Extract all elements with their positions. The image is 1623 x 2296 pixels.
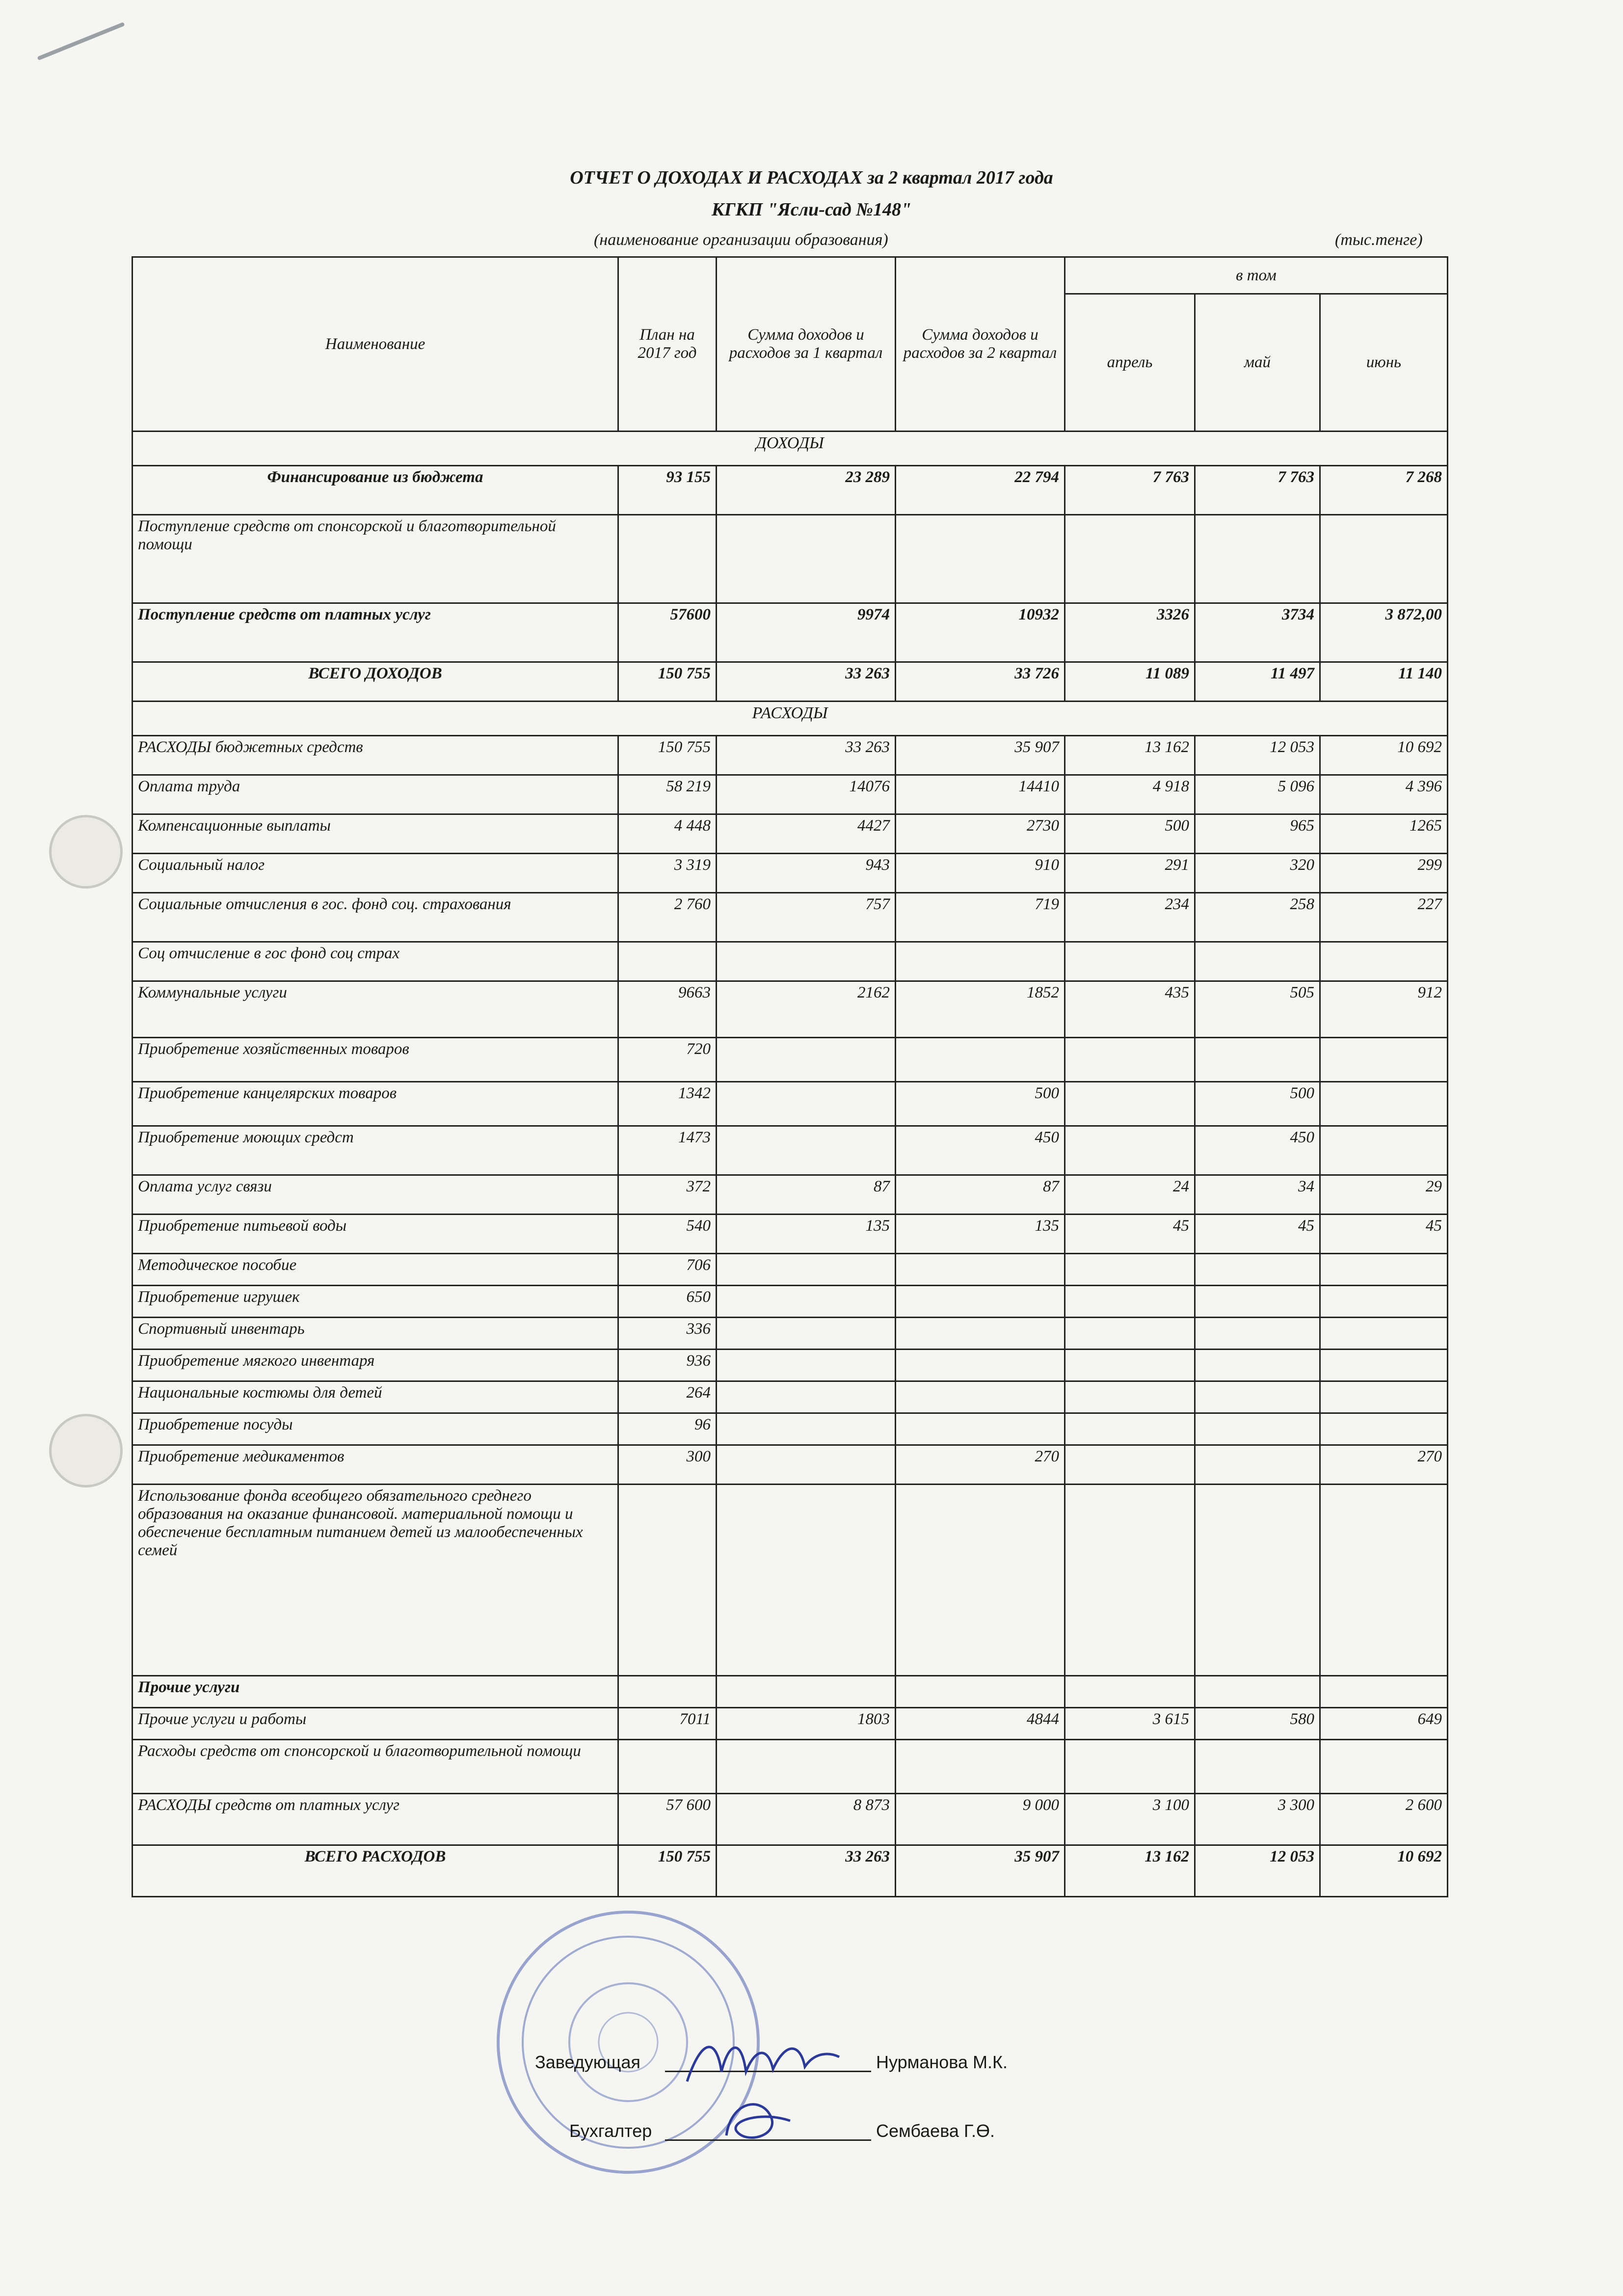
cell-may: 3 300	[1195, 1794, 1320, 1845]
row-label: Коммунальные услуги	[133, 981, 618, 1038]
col-header-q1: Сумма доходов и расходов за 1 квартал	[717, 257, 896, 432]
row-label: Оплата услуг связи	[133, 1175, 618, 1215]
cell-plan	[618, 1740, 717, 1794]
row-label: Приобретение хозяйственных товаров	[133, 1038, 618, 1082]
row-label: РАСХОДЫ бюджетных средств	[133, 736, 618, 775]
cell-jun: 45	[1320, 1215, 1448, 1254]
accountant-name: Сембаева Г.Ө.	[876, 2121, 995, 2141]
cell-q1	[717, 1676, 896, 1708]
cell-jun	[1320, 1038, 1448, 1082]
row-label: Приобретение посуды	[133, 1413, 618, 1445]
cell-may	[1195, 1038, 1320, 1082]
cell-q2: 135	[896, 1215, 1065, 1254]
cell-plan: 9663	[618, 981, 717, 1038]
row-label: Финансирование из бюджета	[133, 466, 618, 515]
row-label: Поступление средств от платных услуг	[133, 603, 618, 662]
section-expense: РАСХОДЫ	[133, 702, 1448, 736]
cell-plan: 372	[618, 1175, 717, 1215]
row-label: Приобретение медикаментов	[133, 1445, 618, 1485]
cell-jun: 4 396	[1320, 775, 1448, 814]
cell-jun	[1320, 1318, 1448, 1350]
row-label: Социальные отчисления в гос. фонд соц. страхования	[133, 893, 618, 942]
cell-plan: 706	[618, 1254, 717, 1286]
cell-apr	[1065, 1038, 1195, 1082]
cell-q2: 910	[896, 854, 1065, 893]
cell-jun: 299	[1320, 854, 1448, 893]
cell-apr: 13 162	[1065, 736, 1195, 775]
cell-q2	[896, 1413, 1065, 1445]
cell-q1	[717, 1126, 896, 1175]
col-header-may: май	[1195, 294, 1320, 432]
table-row	[133, 1740, 1448, 1794]
punch-hole-bottom	[49, 1414, 123, 1487]
cell-may: 258	[1195, 893, 1320, 942]
accountant-role: Бухгалтер	[569, 2121, 652, 2141]
cell-may	[1195, 1286, 1320, 1318]
table-row	[133, 1082, 1448, 1126]
row-label: Приобретение моющих средст	[133, 1126, 618, 1175]
cell-may: 12 053	[1195, 1845, 1320, 1897]
cell-q1: 1803	[717, 1708, 896, 1740]
row-label: Компенсационные выплаты	[133, 814, 618, 854]
cell-apr: 3 615	[1065, 1708, 1195, 1740]
cell-q1	[717, 1318, 896, 1350]
cell-apr	[1065, 1126, 1195, 1175]
cell-plan	[618, 942, 717, 981]
table-row	[133, 603, 1448, 662]
table-row	[133, 1676, 1448, 1708]
cell-q2: 1852	[896, 981, 1065, 1038]
cell-q2: 10932	[896, 603, 1065, 662]
row-label: Социальный налог	[133, 854, 618, 893]
cell-apr	[1065, 515, 1195, 603]
cell-plan: 720	[618, 1038, 717, 1082]
col-header-june: июнь	[1320, 294, 1448, 432]
cell-jun	[1320, 1381, 1448, 1413]
cell-plan: 936	[618, 1350, 717, 1381]
row-label: Приобретение канцелярских товаров	[133, 1082, 618, 1126]
cell-q2	[896, 1740, 1065, 1794]
director-name: Нурманова М.К.	[876, 2052, 1008, 2072]
cell-may: 320	[1195, 854, 1320, 893]
table-row	[133, 1794, 1448, 1845]
table-row	[133, 736, 1448, 775]
cell-q1: 135	[717, 1215, 896, 1254]
cell-q1: 87	[717, 1175, 896, 1215]
cell-jun: 1265	[1320, 814, 1448, 854]
table-row	[133, 1215, 1448, 1254]
cell-may: 7 763	[1195, 466, 1320, 515]
income-expense-table	[132, 256, 1448, 1897]
cell-may: 450	[1195, 1126, 1320, 1175]
cell-plan: 150 755	[618, 1845, 717, 1897]
row-label: Приобретение питьевой воды	[133, 1215, 618, 1254]
row-label: Приобретение мягкого инвентаря	[133, 1350, 618, 1381]
row-label: Приобретение игрушек	[133, 1286, 618, 1318]
row-label: Национальные костюмы для детей	[133, 1381, 618, 1413]
cell-plan: 540	[618, 1215, 717, 1254]
col-header-q2: Сумма доходов и расходов за 2 квартал	[896, 257, 1065, 432]
cell-apr: 7 763	[1065, 466, 1195, 515]
cell-plan: 336	[618, 1318, 717, 1350]
col-header-name: Наименование	[133, 257, 618, 432]
cell-q2	[896, 1318, 1065, 1350]
table-row	[133, 1413, 1448, 1445]
cell-q1: 757	[717, 893, 896, 942]
table-row	[133, 662, 1448, 702]
cell-may	[1195, 1485, 1320, 1676]
row-label: Соц отчисление в гос фонд соц страх	[133, 942, 618, 981]
cell-plan: 93 155	[618, 466, 717, 515]
cell-q1	[717, 1254, 896, 1286]
cell-apr: 45	[1065, 1215, 1195, 1254]
cell-may: 45	[1195, 1215, 1320, 1254]
cell-apr	[1065, 1082, 1195, 1126]
cell-q1	[717, 1381, 896, 1413]
row-label: Методическое пособие	[133, 1254, 618, 1286]
cell-q1	[717, 1038, 896, 1082]
cell-plan: 4 448	[618, 814, 717, 854]
cell-may	[1195, 1413, 1320, 1445]
cell-apr: 435	[1065, 981, 1195, 1038]
cell-q2: 35 907	[896, 736, 1065, 775]
cell-apr: 24	[1065, 1175, 1195, 1215]
table-row	[133, 893, 1448, 942]
row-label: Поступление средств от спонсорской и благотворительной помощи	[133, 515, 618, 603]
cell-apr: 3326	[1065, 603, 1195, 662]
col-header-including: в том	[1065, 257, 1448, 294]
table-row	[133, 1845, 1448, 1897]
table-row	[133, 515, 1448, 603]
cell-jun: 912	[1320, 981, 1448, 1038]
cell-may	[1195, 1254, 1320, 1286]
cell-q2	[896, 1254, 1065, 1286]
cell-may: 580	[1195, 1708, 1320, 1740]
cell-plan: 1473	[618, 1126, 717, 1175]
cell-apr	[1065, 1381, 1195, 1413]
cell-jun	[1320, 1254, 1448, 1286]
cell-plan: 58 219	[618, 775, 717, 814]
cell-plan: 7011	[618, 1708, 717, 1740]
cell-plan: 300	[618, 1445, 717, 1485]
table-row	[133, 466, 1448, 515]
row-label: Расходы средств от спонсорской и благотворительной помощи	[133, 1740, 618, 1794]
punch-hole-top	[49, 815, 123, 889]
col-header-plan: План на 2017 год	[618, 257, 717, 432]
cell-q1	[717, 1082, 896, 1126]
row-label: РАСХОДЫ средств от платных услуг	[133, 1794, 618, 1845]
cell-jun	[1320, 1126, 1448, 1175]
cell-q2: 719	[896, 893, 1065, 942]
table-row	[133, 1485, 1448, 1676]
cell-may: 12 053	[1195, 736, 1320, 775]
cell-q1: 14076	[717, 775, 896, 814]
cell-may: 505	[1195, 981, 1320, 1038]
table-row	[133, 1381, 1448, 1413]
cell-q2: 87	[896, 1175, 1065, 1215]
cell-may	[1195, 1740, 1320, 1794]
cell-jun	[1320, 1082, 1448, 1126]
cell-apr: 500	[1065, 814, 1195, 854]
cell-q2	[896, 1485, 1065, 1676]
cell-q1	[717, 942, 896, 981]
row-label: Прочие услуги и работы	[133, 1708, 618, 1740]
cell-q2: 4844	[896, 1708, 1065, 1740]
row-label: ВСЕГО ДОХОДОВ	[133, 662, 618, 702]
staple	[37, 22, 125, 61]
organization-name: КГКП "Ясли-сад №148"	[711, 199, 912, 220]
cell-q1	[717, 1740, 896, 1794]
cell-q2: 22 794	[896, 466, 1065, 515]
cell-q2: 33 726	[896, 662, 1065, 702]
row-label: Использование фонда всеобщего обязательного среднего образования на оказание финансовой. материальной помощи и обеспечение бесплатным питанием детей из малообеспеченных семей	[133, 1485, 618, 1676]
cell-q1: 4427	[717, 814, 896, 854]
cell-jun	[1320, 1740, 1448, 1794]
cell-q1: 2162	[717, 981, 896, 1038]
cell-q2: 35 907	[896, 1845, 1065, 1897]
cell-may	[1195, 942, 1320, 981]
row-label: Прочие услуги	[133, 1676, 618, 1708]
cell-plan: 57600	[618, 603, 717, 662]
cell-q2	[896, 1381, 1065, 1413]
cell-jun: 10 692	[1320, 736, 1448, 775]
table-row	[133, 981, 1448, 1038]
cell-q1: 33 263	[717, 736, 896, 775]
cell-q2	[896, 515, 1065, 603]
cell-plan: 57 600	[618, 1794, 717, 1845]
cell-may: 34	[1195, 1175, 1320, 1215]
cell-q2: 2730	[896, 814, 1065, 854]
cell-plan: 264	[618, 1381, 717, 1413]
table-row	[133, 1126, 1448, 1175]
units-label: (тыс.тенге)	[1335, 231, 1423, 249]
cell-jun: 649	[1320, 1708, 1448, 1740]
cell-q2: 9 000	[896, 1794, 1065, 1845]
cell-q1: 23 289	[717, 466, 896, 515]
table-row	[133, 1708, 1448, 1740]
cell-apr	[1065, 1485, 1195, 1676]
cell-apr: 291	[1065, 854, 1195, 893]
cell-plan: 96	[618, 1413, 717, 1445]
cell-jun	[1320, 1485, 1448, 1676]
table-row	[133, 1445, 1448, 1485]
cell-plan: 2 760	[618, 893, 717, 942]
cell-may: 3734	[1195, 603, 1320, 662]
cell-q1: 9974	[717, 603, 896, 662]
director-signature	[682, 2027, 844, 2096]
cell-plan	[618, 1676, 717, 1708]
organization-caption: (наименование организации образования)	[594, 231, 888, 249]
table-row	[133, 942, 1448, 981]
cell-jun: 29	[1320, 1175, 1448, 1215]
cell-jun	[1320, 1286, 1448, 1318]
cell-apr: 3 100	[1065, 1794, 1195, 1845]
report-title: ОТЧЕТ О ДОХОДАХ И РАСХОДАХ за 2 квартал 2017 года	[570, 167, 1053, 188]
cell-q2	[896, 1350, 1065, 1381]
cell-may	[1195, 1676, 1320, 1708]
cell-may: 500	[1195, 1082, 1320, 1126]
cell-plan: 150 755	[618, 736, 717, 775]
cell-q2	[896, 1676, 1065, 1708]
cell-jun	[1320, 1350, 1448, 1381]
cell-plan	[618, 1485, 717, 1676]
cell-may	[1195, 1350, 1320, 1381]
cell-jun	[1320, 942, 1448, 981]
table-row	[133, 775, 1448, 814]
cell-q1	[717, 515, 896, 603]
table-row	[133, 854, 1448, 893]
cell-apr: 11 089	[1065, 662, 1195, 702]
cell-jun: 2 600	[1320, 1794, 1448, 1845]
cell-q2: 500	[896, 1082, 1065, 1126]
table-row	[133, 1254, 1448, 1286]
table-row	[133, 1318, 1448, 1350]
cell-q1: 8 873	[717, 1794, 896, 1845]
cell-jun: 3 872,00	[1320, 603, 1448, 662]
cell-plan: 650	[618, 1286, 717, 1318]
row-label: Спортивный инвентарь	[133, 1318, 618, 1350]
row-label: ВСЕГО РАСХОДОВ	[133, 1845, 618, 1897]
cell-may: 5 096	[1195, 775, 1320, 814]
cell-plan: 150 755	[618, 662, 717, 702]
col-header-april: апрель	[1065, 294, 1195, 432]
cell-may: 965	[1195, 814, 1320, 854]
cell-apr	[1065, 1445, 1195, 1485]
table-row	[133, 1175, 1448, 1215]
cell-q2	[896, 942, 1065, 981]
cell-apr: 13 162	[1065, 1845, 1195, 1897]
accountant-signature	[717, 2091, 800, 2155]
cell-jun: 227	[1320, 893, 1448, 942]
cell-q1: 33 263	[717, 662, 896, 702]
cell-apr	[1065, 1676, 1195, 1708]
cell-q2	[896, 1038, 1065, 1082]
table-row	[133, 1286, 1448, 1318]
cell-apr: 4 918	[1065, 775, 1195, 814]
cell-may: 11 497	[1195, 662, 1320, 702]
cell-may	[1195, 1381, 1320, 1413]
cell-apr	[1065, 1740, 1195, 1794]
cell-may	[1195, 515, 1320, 603]
cell-q2	[896, 1286, 1065, 1318]
cell-q1: 943	[717, 854, 896, 893]
cell-jun: 270	[1320, 1445, 1448, 1485]
cell-q1	[717, 1413, 896, 1445]
cell-q1	[717, 1286, 896, 1318]
row-label: Оплата труда	[133, 775, 618, 814]
cell-apr	[1065, 1318, 1195, 1350]
cell-plan: 1342	[618, 1082, 717, 1126]
cell-plan	[618, 515, 717, 603]
cell-jun	[1320, 515, 1448, 603]
cell-apr: 234	[1065, 893, 1195, 942]
cell-q1	[717, 1485, 896, 1676]
cell-jun	[1320, 1413, 1448, 1445]
cell-q1	[717, 1445, 896, 1485]
cell-may	[1195, 1445, 1320, 1485]
cell-may	[1195, 1318, 1320, 1350]
table-row	[133, 1350, 1448, 1381]
director-role: Заведующая	[535, 2052, 640, 2072]
table-row	[133, 1038, 1448, 1082]
table-row	[133, 814, 1448, 854]
cell-q2: 450	[896, 1126, 1065, 1175]
cell-jun: 11 140	[1320, 662, 1448, 702]
cell-jun: 7 268	[1320, 466, 1448, 515]
cell-plan: 3 319	[618, 854, 717, 893]
cell-q1	[717, 1350, 896, 1381]
cell-jun	[1320, 1676, 1448, 1708]
cell-jun: 10 692	[1320, 1845, 1448, 1897]
cell-apr	[1065, 942, 1195, 981]
cell-apr	[1065, 1254, 1195, 1286]
cell-apr	[1065, 1413, 1195, 1445]
cell-apr	[1065, 1350, 1195, 1381]
cell-q2: 14410	[896, 775, 1065, 814]
cell-q2: 270	[896, 1445, 1065, 1485]
cell-apr	[1065, 1286, 1195, 1318]
cell-q1: 33 263	[717, 1845, 896, 1897]
section-income: ДОХОДЫ	[133, 432, 1448, 466]
